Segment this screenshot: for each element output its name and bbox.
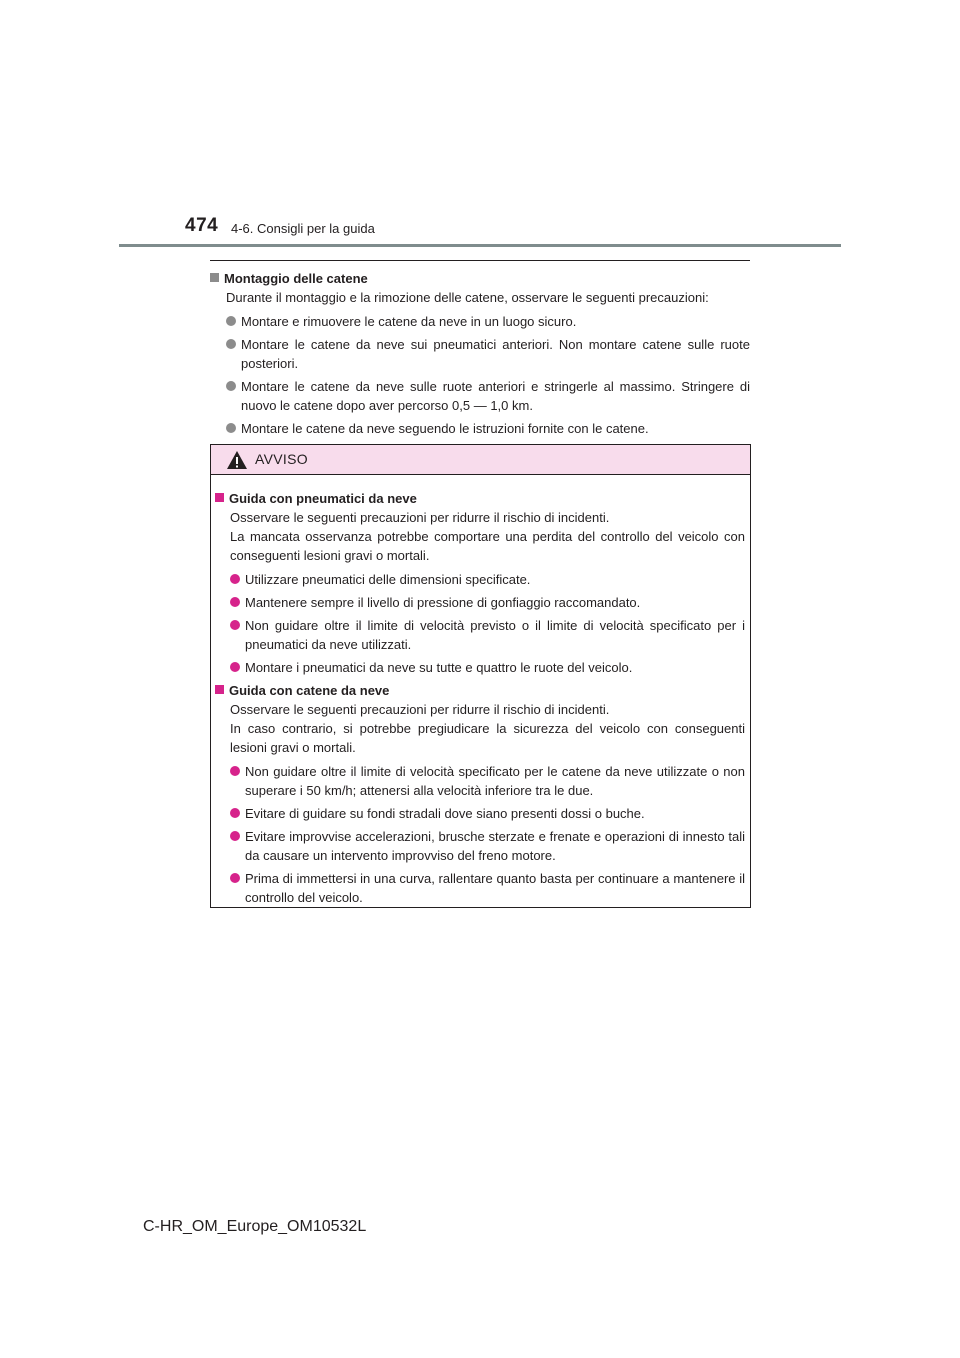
pink-bullet-icon [230, 620, 240, 630]
warning-title: AVVISO [255, 451, 308, 467]
pink-square-bullet-icon [215, 685, 224, 694]
header-rule [119, 244, 841, 247]
page-number: 474 [185, 215, 219, 236]
list-item: Montare e rimuovere le catene da neve in un luogo sicuro. [226, 312, 750, 331]
list-item: Montare le catene da neve sulle ruote anteriori e stringerle al massimo. Stringere di nuovo le catene dopo aver percorso 0,5 — 1,0 km. [226, 377, 750, 415]
warning-text: La mancata osservanza potrebbe comportare una perdita del controllo del veicolo con conseguenti lesioni gravi o mortali. [230, 529, 745, 563]
warning-header [211, 445, 750, 475]
chains-heading [210, 269, 750, 288]
list-item: Mantenere sempre il livello di pressione di gonfiaggio raccomandato. [230, 593, 745, 612]
chains-section [210, 269, 750, 438]
gray-bullet-icon [226, 339, 236, 349]
pink-square-bullet-icon [215, 493, 224, 502]
gray-bullet-icon [226, 381, 236, 391]
list-item: Montare le catene da neve sui pneumatici anteriori. Non montare catene sulle ruote posteriori. [226, 335, 750, 373]
warning-body [215, 489, 745, 907]
section-title: 4-6. Consigli per la guida [231, 221, 375, 236]
gray-square-bullet-icon [210, 273, 219, 282]
list-item: Evitare di guidare su fondi stradali dove siano presenti dossi o buche. [230, 804, 745, 823]
warning-section-heading: Guida con pneumatici da neve [215, 489, 745, 508]
warning-text: Osservare le seguenti precauzioni per ridurre il rischio di incidenti. [230, 702, 610, 717]
pink-bullet-icon [230, 574, 240, 584]
list-item: Non guidare oltre il limite di velocità specificato per le catene da neve utilizzate o non superare i 50 km/h; attenersi alla velocità inferiore tra le due. [230, 762, 745, 800]
warning-text: In caso contrario, si potrebbe pregiudicare la sicurezza del veicolo con conseguenti lesioni gravi o mortali. [230, 721, 745, 755]
pink-bullet-icon [230, 831, 240, 841]
list-item: Montare i pneumatici da neve su tutte e quattro le ruote del veicolo. [230, 658, 745, 677]
content-divider [210, 260, 750, 261]
gray-bullet-icon [226, 423, 236, 433]
list-item: Montare le catene da neve seguendo le istruzioni fornite con le catene. [226, 419, 750, 438]
list-item: Prima di immettersi in una curva, rallentare quanto basta per continuare a mantenere il controllo del veicolo. [230, 869, 745, 907]
pink-bullet-icon [230, 662, 240, 672]
warning-section-heading: Guida con catene da neve [215, 681, 745, 700]
document-code: C-HR_OM_Europe_OM10532L [143, 1218, 367, 1235]
warning-box [210, 444, 751, 908]
chains-intro: Durante il montaggio e la rimozione delle catene, osservare le seguenti precauzioni: [226, 290, 709, 305]
warning-triangle-icon [226, 450, 248, 470]
list-item: Evitare improvvise accelerazioni, brusche sterzate e frenate e operazioni di innesto tali da causare un intervento improvviso del freno motore. [230, 827, 745, 865]
pink-bullet-icon [230, 597, 240, 607]
list-item: Non guidare oltre il limite di velocità previsto o il limite di velocità specificato per i pneumatici da neve utilizzati. [230, 616, 745, 654]
chains-title: Montaggio delle catene [224, 271, 368, 286]
pink-bullet-icon [230, 808, 240, 818]
list-item: Utilizzare pneumatici delle dimensioni specificate. [230, 570, 745, 589]
pink-bullet-icon [230, 766, 240, 776]
gray-bullet-icon [226, 316, 236, 326]
warning-text: Osservare le seguenti precauzioni per ridurre il rischio di incidenti. [230, 510, 610, 525]
pink-bullet-icon [230, 873, 240, 883]
